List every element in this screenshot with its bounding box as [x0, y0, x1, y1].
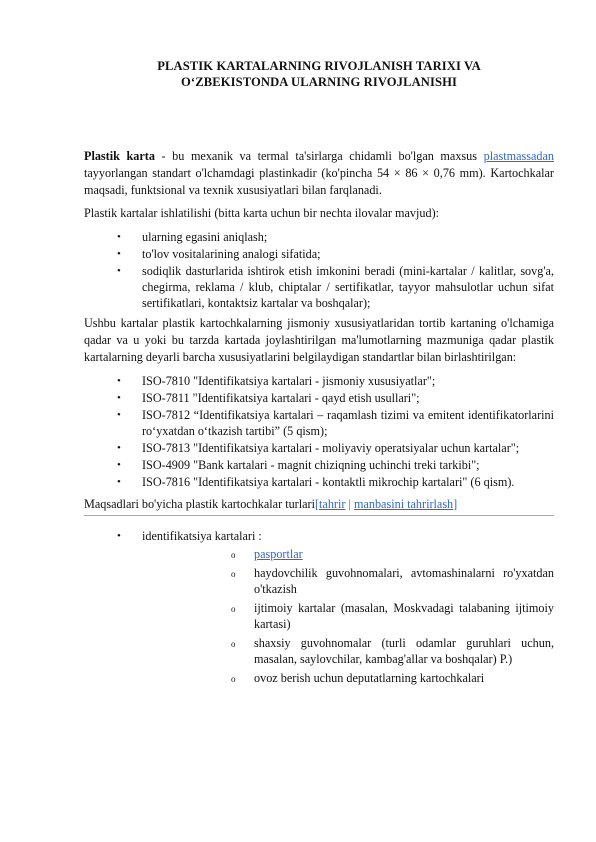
list-item: • ISO-7810 "Identifikatsiya kartalari - jismoniy xususiyatlar"; — [84, 373, 554, 389]
title-line-1: PLASTIK KARTALARNING RIVOJLANISH TARIXI VA — [157, 59, 481, 73]
list-item: • ISO-4909 "Bank kartalari - magnit chiziqning uchinchi treki tarkibi"; — [84, 457, 554, 473]
list-item: • ularning egasini aniqlash; — [84, 229, 554, 245]
standards-lead: Ushbu kartalar plastik kartochkalarning jismoniy xususiyatlaridan tortib kartaning o'lchamiga qadar va u yoki bu tarzda kartada joylashtirilgan ma'lumotlarning mazmuniga qadar plastik kartalarning deyarli barcha xususiyatlarini belgilaydigan standartlar bilan birlashtirilgan: — [84, 316, 554, 364]
identification-sublist — [142, 546, 554, 686]
types-list — [84, 528, 554, 686]
sub-list-item: o ijtimoiy kartalar (masalan, Moskvadagi talabaning ijtimoiy kartasi) — [142, 600, 554, 632]
category-label: identifikatsiya kartalari : — [142, 529, 262, 543]
pasportlar-link[interactable]: pasportlar — [254, 547, 303, 561]
intro-text-1: - bu mexanik va termal ta'sirlarga chidamli bo'lgan maxsus — [154, 149, 484, 163]
list-item: • sodiqlik dasturlarida ishtirok etish imkonini beradi (mini-kartalar / kalitlar, sovg'a, chegirma, reklama / klub, chiptalar / sertifikatlar, tayyor mahsulotlar uchun sifat sertifikatlari, kontaktsiz kartalar va boshqalar); — [84, 263, 554, 311]
section-heading-types — [84, 496, 554, 516]
section-heading-text: Maqsadlari bo'yicha plastik kartochkalar turlari — [84, 497, 315, 511]
edit-bracket-close: ] — [453, 497, 458, 511]
list-item: • ISO-7812 “Identifikatsiya kartalari – raqamlash tizimi va emitent identifikatorlarini ro‘yxatdan o‘tkazish tartibi” (5 qism); — [84, 407, 554, 439]
edit-source-link[interactable]: manbasini tahrirlash — [353, 497, 454, 511]
edit-bracket-open: [ — [314, 497, 320, 511]
intro-term: Plastik karta — [84, 149, 155, 163]
list-item: • ISO-7811 "Identifikatsiya kartalari - qayd etish usullari"; — [84, 390, 554, 406]
intro-paragraph — [84, 148, 554, 199]
sub-list-item: o ovoz berish uchun deputatlarning kartochkalari — [142, 670, 554, 686]
usage-list — [84, 229, 554, 311]
list-item: • ISO-7816 "Identifikatsiya kartalari - kontaktli mikrochip kartalari" (6 qism). — [84, 474, 554, 490]
list-item-identification — [84, 528, 554, 686]
plastmassadan-link[interactable]: plastmassadan — [483, 149, 554, 163]
edit-separator: | — [345, 497, 354, 511]
document-page — [84, 0, 554, 690]
list-item: • ISO-7813 "Identifikatsiya kartalari - moliyaviy operatsiyalar uchun kartalar"; — [84, 440, 554, 456]
sub-list-item: o shaxsiy guvohnomalar (turli odamlar guruhlari uchun, masalan, saylovchilar, kambag'allar va boshqalar) P.) — [142, 635, 554, 667]
edit-link[interactable]: tahrir — [319, 497, 346, 511]
standards-list — [84, 373, 554, 490]
list-item: • to'lov vositalarining analogi sifatida; — [84, 246, 554, 262]
document-title — [84, 58, 554, 90]
usage-lead: Plastik kartalar ishlatilishi (bitta karta uchun bir nechta ilovalar mavjud): — [84, 206, 440, 220]
intro-text-2: tayyorlangan standart o'lchamdagi plastinkadir (ko'pincha 54 × 86 × 0,76 mm). Kartochkalar maqsadi, funktsional va texnik xususiyatlari bilan farqlanadi. — [84, 166, 554, 197]
sub-list-item — [142, 546, 554, 562]
sub-list-item: o haydovchilik guvohnomalari, avtomashinalarni ro'yxatdan o'tkazish — [142, 565, 554, 597]
title-line-2: O‘ZBEKISTONDA ULARNING RIVOJLANISHI — [181, 75, 457, 89]
